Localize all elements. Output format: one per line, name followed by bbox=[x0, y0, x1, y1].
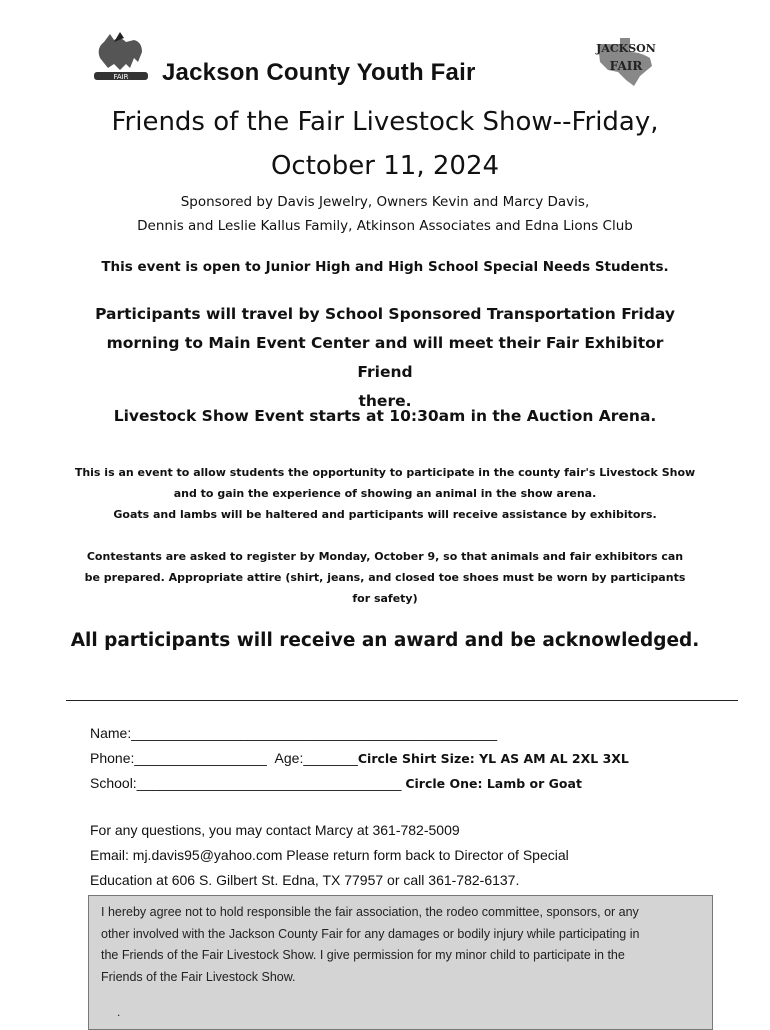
age-label: Age: bbox=[274, 750, 304, 766]
school-field[interactable]: __________________________________ bbox=[136, 775, 402, 791]
transport-text bbox=[32, 300, 738, 416]
sponsors-line1: Sponsored by Davis Jewelry, Owners Kevin and Marcy Davis, bbox=[180, 194, 590, 210]
animal-choice-options[interactable]: Circle One: Lamb or Goat bbox=[405, 776, 582, 791]
description-line2: and to gain the experience of showing an animal in the show arena. bbox=[173, 487, 597, 500]
phone-field[interactable]: _________________ bbox=[134, 750, 267, 766]
school-row bbox=[90, 771, 750, 796]
event-title-line1: Friends of the Fair Livestock Show--Friday, bbox=[111, 107, 659, 137]
award-text: All participants will receive an award and be acknowledged. bbox=[70, 630, 700, 651]
registration-line2: be prepared. Appropriate attire (shirt, jeans, and closed toe shoes must be worn by participants bbox=[84, 571, 686, 584]
age-field[interactable]: _______ bbox=[303, 750, 358, 766]
waiver-line2: other involved with the Jackson County Fair for any damages or bodily injury while participating in bbox=[101, 926, 640, 941]
name-label: Name: bbox=[90, 725, 132, 741]
event-title-line2: October 11, 2024 bbox=[270, 151, 500, 181]
description-line3: Goats and lambs will be haltered and participants will receive assistance by exhibitors. bbox=[113, 508, 657, 521]
svg-text:JACKSON: JACKSON bbox=[596, 42, 656, 55]
phone-row bbox=[90, 746, 750, 771]
fair-name: Jackson County Youth Fair bbox=[162, 59, 476, 86]
waiver-mark: . bbox=[117, 1005, 121, 1019]
name-field[interactable]: _______________________________________________ bbox=[131, 725, 498, 741]
waiver-line4: Friends of the Fair Livestock Show. bbox=[101, 969, 296, 984]
sponsors-line2: Dennis and Leslie Kallus Family, Atkinson Associates and Edna Lions Club bbox=[137, 218, 633, 234]
phone-label: Phone: bbox=[90, 750, 135, 766]
divider bbox=[66, 700, 738, 701]
registration-info bbox=[0, 546, 770, 609]
shirt-size-options[interactable]: Circle Shirt Size: YL AS AM AL 2XL 3XL bbox=[357, 751, 629, 766]
waiver-line1: I hereby agree not to hold responsible the fair association, the rodeo committee, sponsors, or any bbox=[101, 905, 639, 919]
transport-line2: morning to Main Event Center and will meet their Fair Exhibitor Friend bbox=[106, 334, 664, 381]
description-line1: This is an event to allow students the opportunity to participate in the county fair's Livestock Show bbox=[74, 466, 696, 479]
jackson-fair-texas-logo-icon bbox=[590, 36, 660, 88]
contact-line1: For any questions, you may contact Marcy at 361-782-5009 bbox=[90, 822, 460, 838]
contact-line3: Education at 606 S. Gilbert St. Edna, TX 77957 or call 361-782-6137. bbox=[90, 872, 520, 888]
start-time-text: Livestock Show Event starts at 10:30am in the Auction Arena. bbox=[113, 407, 657, 425]
transport-line1: Participants will travel by School Sponsored Transportation Friday bbox=[95, 305, 675, 323]
transport-line3: there. bbox=[358, 392, 412, 410]
registration-form bbox=[90, 721, 750, 796]
eligibility-text: This event is open to Junior High and High School Special Needs Students. bbox=[101, 259, 669, 275]
registration-line3: for safety) bbox=[352, 592, 418, 605]
svg-text:FAIR: FAIR bbox=[113, 73, 129, 81]
registration-line1: Contestants are asked to register by Monday, October 9, so that animals and fair exhibitors can bbox=[86, 550, 684, 563]
horse-rider-icon bbox=[90, 28, 154, 84]
waiver-line3: the Friends of the Fair Livestock Show. I give permission for my minor child to participate in the bbox=[101, 948, 625, 962]
event-description bbox=[0, 462, 770, 525]
svg-text:FAIR: FAIR bbox=[609, 59, 643, 73]
sponsors bbox=[0, 190, 770, 238]
event-title bbox=[0, 100, 770, 188]
school-label: School: bbox=[90, 775, 137, 791]
contact-line2: Email: mj.davis95@yahoo.com Please return form back to Director of Special bbox=[90, 847, 569, 863]
contact-info bbox=[90, 818, 730, 893]
name-row bbox=[90, 721, 750, 746]
waiver-box bbox=[88, 895, 713, 1030]
